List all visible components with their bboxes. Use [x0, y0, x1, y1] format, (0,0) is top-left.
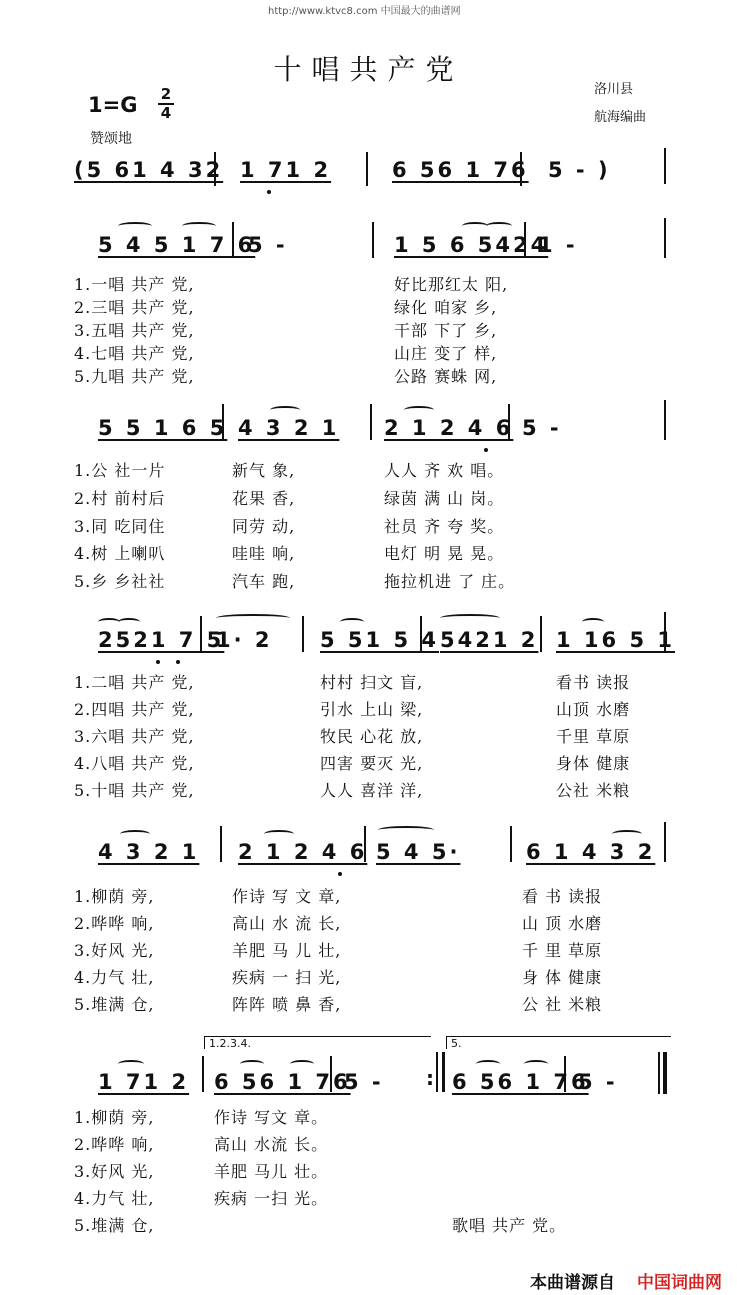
- intro-measure-1: (5 61 4 32: [74, 158, 224, 182]
- slur: [582, 618, 604, 626]
- barline: [520, 152, 522, 186]
- barline: [372, 222, 374, 258]
- system2-measure-1: 5 5 1 6 5: [98, 416, 228, 440]
- system3-measure-2: 1· 2: [216, 628, 273, 652]
- slur: [404, 406, 434, 414]
- lyric-line: 5.十唱 共产 党,: [74, 781, 195, 800]
- lyric-line: 4.八唱 共产 党,: [74, 754, 195, 773]
- lyric-line: 2.三唱 共产 党,: [74, 298, 195, 317]
- barline: [220, 826, 222, 862]
- system4-measure-1: 4 3 2 1: [98, 840, 200, 864]
- barline: [664, 822, 666, 862]
- lyric-line: 同劳 动,: [232, 517, 296, 536]
- barline: [664, 400, 666, 440]
- system2-measure-2: 4 3 2 1: [238, 416, 340, 440]
- system5-measure-3: 5 -: [344, 1070, 384, 1094]
- slur: [118, 222, 152, 230]
- barline: [366, 152, 368, 186]
- lyric-line: 歌唱 共产 党。: [452, 1216, 567, 1235]
- slur: [120, 830, 150, 838]
- site-header: http://www.ktvc8.com 中国最大的曲谱网: [268, 6, 461, 17]
- lyric-line: 山庄 变了 样,: [394, 344, 498, 363]
- system1-measure-4: 1 -: [538, 233, 578, 257]
- barline: [664, 148, 666, 184]
- slur: [612, 830, 642, 838]
- slur: [264, 830, 294, 838]
- lyric-line: 山 顶 水磨: [522, 914, 603, 933]
- system5-measure-1: 1 71 2: [98, 1070, 190, 1094]
- lyric-line: 2.四唱 共产 党,: [74, 700, 195, 719]
- time-signature-top: 2: [160, 85, 172, 103]
- time-signature-bottom: 4: [160, 104, 172, 122]
- barline: [510, 826, 512, 862]
- volta-1-label: 1.2.3.4.: [209, 1037, 251, 1050]
- lyric-line: 身 体 健康: [522, 968, 603, 987]
- lyric-line: 人人 喜洋 洋,: [320, 781, 424, 800]
- time-signature: [158, 87, 174, 121]
- slur: [440, 614, 500, 622]
- footer-brand-link[interactable]: 中国词曲网: [637, 1273, 722, 1293]
- system3-measure-3: 5 51 5 4: [320, 628, 439, 652]
- lyric-line: 公路 赛蛛 网,: [394, 367, 498, 386]
- slur: [290, 1060, 314, 1068]
- lyric-line: 疾病 一 扫 光,: [232, 968, 342, 987]
- lyric-line: 3.好风 光,: [74, 1162, 155, 1181]
- lyric-line: 4.树 上喇叭: [74, 544, 166, 563]
- barline: [540, 616, 542, 652]
- song-origin: 洛川县: [594, 82, 634, 97]
- repeat-barline: [436, 1052, 438, 1092]
- system3-measure-4: 5421 2: [440, 628, 539, 652]
- slur: [182, 222, 216, 230]
- lyric-line: 绿茵 满 山 岗。: [384, 489, 505, 508]
- lyric-line: 四害 要灭 光,: [320, 754, 424, 773]
- barline: [302, 616, 304, 652]
- system5-measure-5: 5 -: [578, 1070, 618, 1094]
- lyric-line: 羊肥 马 儿 壮,: [232, 941, 342, 960]
- barline: [222, 404, 224, 440]
- slur: [486, 222, 512, 230]
- slur: [216, 614, 290, 622]
- barline: [200, 616, 202, 652]
- system2-measure-4: 5 -: [522, 416, 562, 440]
- slur: [476, 1060, 500, 1068]
- volta-2: [446, 1036, 671, 1049]
- system4-measure-3: 5 4 5·: [376, 840, 461, 864]
- barline: [202, 1056, 204, 1092]
- slur: [524, 1060, 548, 1068]
- lyric-line: 身体 健康: [556, 754, 631, 773]
- slur: [240, 1060, 264, 1068]
- lyric-line: 干部 下了 乡,: [394, 321, 498, 340]
- barline: [370, 404, 372, 440]
- barline: [508, 404, 510, 440]
- lyric-line: 汽车 跑,: [232, 572, 296, 591]
- lyric-line: 羊肥 马儿 壮。: [214, 1162, 329, 1181]
- system4-measure-4: 6 1 4 3 2: [526, 840, 656, 864]
- low-octave-dot: [484, 448, 488, 452]
- lyric-line: 疾病 一扫 光。: [214, 1189, 329, 1208]
- system4-measure-2: 2 1 2 4 6: [238, 840, 368, 864]
- lyric-line: 哇哇 响,: [232, 544, 296, 563]
- system1-measure-2: 5 -: [248, 233, 288, 257]
- lyric-line: 1.一唱 共产 党,: [74, 275, 195, 294]
- slur: [270, 406, 300, 414]
- system1-measure-1: 5 4 5 1 7 6: [98, 233, 256, 257]
- lyric-line: 1.二唱 共产 党,: [74, 673, 195, 692]
- lyric-line: 牧民 心花 放,: [320, 727, 424, 746]
- low-octave-dot: [156, 660, 160, 664]
- lyric-line: 1.柳荫 旁,: [74, 1108, 155, 1127]
- lyric-line: 1.柳荫 旁,: [74, 887, 155, 906]
- lyric-line: 公 社 米粮: [522, 995, 603, 1014]
- lyric-line: 4.力气 壮,: [74, 1189, 155, 1208]
- lyric-line: 3.好风 光,: [74, 941, 155, 960]
- lyric-line: 电灯 明 晃 晃。: [384, 544, 505, 563]
- final-barline: [658, 1052, 660, 1094]
- low-octave-dot: [338, 872, 342, 876]
- barline: [420, 616, 422, 652]
- system3-measure-1: 2521 7 5: [98, 628, 225, 652]
- key-signature: 1=G: [88, 93, 138, 117]
- slur: [118, 618, 140, 626]
- barline: [564, 1056, 566, 1092]
- repeat-sign: :: [426, 1066, 437, 1090]
- lyric-line: 作诗 写文 章。: [214, 1108, 329, 1127]
- barline: [664, 612, 666, 652]
- lyric-line: 山顶 水磨: [556, 700, 631, 719]
- system2-measure-3: 2 1 2 4 6: [384, 416, 514, 440]
- barline: [330, 1056, 332, 1092]
- lyric-line: 公社 米粮: [556, 781, 631, 800]
- repeat-barline: [442, 1052, 445, 1092]
- intro-measure-3: 6 56 1 76: [392, 158, 529, 182]
- lyric-line: 千 里 草原: [522, 941, 603, 960]
- barline: [232, 222, 234, 258]
- lyric-line: 5.乡 乡社社: [74, 572, 166, 591]
- lyric-line: 阵阵 喷 鼻 香,: [232, 995, 342, 1014]
- final-barline-thick: [663, 1052, 667, 1094]
- slur: [118, 1060, 144, 1068]
- lyric-line: 新气 象,: [232, 461, 296, 480]
- lyric-line: 引水 上山 梁,: [320, 700, 424, 719]
- lyric-line: 看书 读报: [556, 673, 631, 692]
- lyric-line: 5.堆满 仓,: [74, 995, 155, 1014]
- tempo-marking: 赞颂地: [90, 131, 132, 147]
- lyric-line: 绿化 咱家 乡,: [394, 298, 498, 317]
- lyric-line: 千里 草原: [556, 727, 631, 746]
- barline: [364, 826, 366, 862]
- volta-1: [204, 1036, 431, 1049]
- volta-2-label: 5.: [451, 1037, 462, 1050]
- lyric-line: 花果 香,: [232, 489, 296, 508]
- lyric-line: 村村 扫文 盲,: [320, 673, 424, 692]
- lyric-line: 拖拉机进 了 庄。: [384, 572, 516, 591]
- system1-measure-3: 1 5 6 5424: [394, 233, 549, 257]
- lyric-line: 3.六唱 共产 党,: [74, 727, 195, 746]
- lyric-line: 1.公 社一片: [74, 461, 166, 480]
- intro-measure-4: 5 - ): [548, 158, 611, 182]
- lyric-line: 看 书 读报: [522, 887, 603, 906]
- song-title: 十唱共产党: [273, 53, 464, 86]
- lyric-line: 社员 齐 夸 奖。: [384, 517, 505, 536]
- barline: [214, 152, 216, 186]
- lyric-line: 3.同 吃同住: [74, 517, 166, 536]
- lyric-line: 2.哗哗 响,: [74, 914, 155, 933]
- low-octave-dot: [176, 660, 180, 664]
- system5-measure-2: 6 56 1 76: [214, 1070, 351, 1094]
- barline: [664, 218, 666, 258]
- lyric-line: 2.村 前村后: [74, 489, 166, 508]
- system5-measure-4: 6 56 1 76: [452, 1070, 589, 1094]
- song-arranger: 航海编曲: [594, 110, 647, 125]
- lyric-line: 4.力气 壮,: [74, 968, 155, 987]
- slur: [462, 222, 488, 230]
- slur: [340, 618, 364, 626]
- barline: [524, 222, 526, 258]
- lyric-line: 4.七唱 共产 党,: [74, 344, 195, 363]
- lyric-line: 5.堆满 仓,: [74, 1216, 155, 1235]
- lyric-line: 5.九唱 共产 党,: [74, 367, 195, 386]
- lyric-line: 2.哗哗 响,: [74, 1135, 155, 1154]
- lyric-line: 3.五唱 共产 党,: [74, 321, 195, 340]
- lyric-line: 高山 水流 长。: [214, 1135, 329, 1154]
- low-octave-dot: [267, 190, 271, 194]
- intro-measure-2: 1 71 2: [240, 158, 332, 182]
- lyric-line: 好比那红太 阳,: [394, 275, 509, 294]
- footer-source: 本曲谱源自: [530, 1273, 615, 1293]
- lyric-line: 作诗 写 文 章,: [232, 887, 342, 906]
- slur: [378, 826, 434, 834]
- lyric-line: 高山 水 流 长,: [232, 914, 342, 933]
- lyric-line: 人人 齐 欢 唱。: [384, 461, 505, 480]
- system3-measure-5: 1 16 5 1: [556, 628, 675, 652]
- slur: [98, 618, 120, 626]
